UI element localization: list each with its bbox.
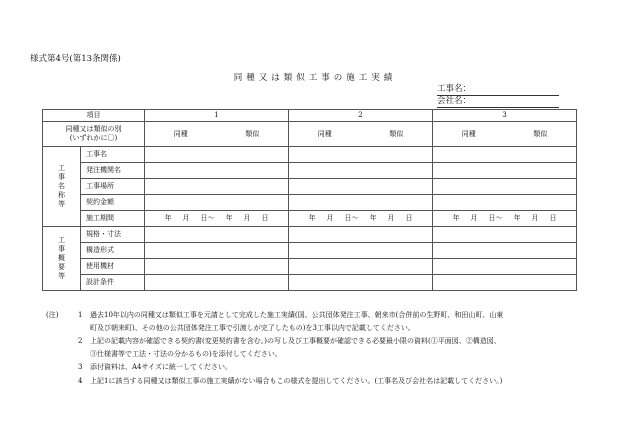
equipment-row bbox=[43, 259, 577, 275]
input-cell[interactable] bbox=[289, 195, 433, 211]
input-cell[interactable] bbox=[433, 147, 577, 163]
type-cell-3[interactable] bbox=[433, 122, 577, 147]
spec-size-row bbox=[43, 227, 577, 243]
note-line: 添付資料は、A4サイズに統一してください。 bbox=[90, 363, 232, 371]
column-header-3: 3 bbox=[433, 110, 577, 122]
project-name-row bbox=[43, 147, 577, 163]
column-header-1: 1 bbox=[145, 110, 289, 122]
type-label: 同種又は類似の別 bbox=[65, 125, 122, 133]
company-name-field[interactable] bbox=[437, 96, 559, 108]
location-row bbox=[43, 179, 577, 195]
item-header: 項目 bbox=[43, 110, 145, 122]
group-project-info bbox=[43, 147, 81, 227]
company-name-label: 会社名： bbox=[437, 96, 472, 106]
input-cell[interactable] bbox=[289, 163, 433, 179]
similar-type-option[interactable]: 類似 bbox=[245, 130, 260, 138]
note-number: 1 bbox=[78, 311, 83, 319]
column-header-2: 2 bbox=[289, 110, 433, 122]
header-row bbox=[43, 110, 577, 122]
design-conditions-row bbox=[43, 275, 577, 291]
row-label-location: 工事場所 bbox=[81, 179, 145, 195]
input-cell[interactable] bbox=[433, 227, 577, 243]
input-cell[interactable] bbox=[433, 179, 577, 195]
type-cell-1[interactable] bbox=[145, 122, 289, 147]
structure-type-row bbox=[43, 243, 577, 259]
period-text: 年 月 日～ 年 月 日 bbox=[308, 214, 413, 222]
note-line: 過去10年以内の同種又は類似工事を元請として完成した施工実績(国、公共団体発注工事、朝来市(合併前の生野町、和田山町、山東 bbox=[90, 311, 504, 319]
same-type-option[interactable]: 同種 bbox=[173, 130, 188, 138]
input-cell[interactable] bbox=[289, 275, 433, 291]
group-project-info-label: 工事名称等 bbox=[58, 164, 65, 208]
same-type-option[interactable]: 同種 bbox=[317, 130, 332, 138]
input-cell[interactable] bbox=[145, 179, 289, 195]
row-label-design-conditions: 設計条件 bbox=[81, 275, 145, 291]
row-label-spec-size: 規格・寸法 bbox=[81, 227, 145, 243]
type-label-note: (いずれかに〇) bbox=[69, 134, 118, 142]
note-number: 4 bbox=[78, 377, 83, 385]
project-name-field[interactable] bbox=[437, 84, 559, 96]
input-cell[interactable] bbox=[433, 259, 577, 275]
period-cell-1[interactable] bbox=[145, 211, 289, 227]
document-title: 同種又は類似工事の施工実績 bbox=[233, 73, 397, 83]
input-cell[interactable] bbox=[289, 259, 433, 275]
row-label-project-name: 工事名 bbox=[81, 147, 145, 163]
input-cell[interactable] bbox=[145, 163, 289, 179]
input-cell[interactable] bbox=[433, 243, 577, 259]
row-label-period: 施工期間 bbox=[81, 211, 145, 227]
note-line: 町及び朝来町)、その他の公共団体発注工事で引渡しが完了したもの)を3工事以内で記載してください。 bbox=[90, 324, 415, 332]
input-cell[interactable] bbox=[433, 163, 577, 179]
row-label-contract-amount: 契約金額 bbox=[81, 195, 145, 211]
type-label-cell bbox=[43, 122, 145, 147]
similar-type-option[interactable]: 類似 bbox=[533, 130, 548, 138]
project-name-label: 工事名： bbox=[437, 84, 472, 94]
row-label-ordering-agency: 発注機関名 bbox=[81, 163, 145, 179]
ordering-agency-row bbox=[43, 163, 577, 179]
input-cell[interactable] bbox=[145, 147, 289, 163]
input-cell[interactable] bbox=[145, 195, 289, 211]
note-line: 上記の記載内容が確認できる契約書(変更契約書を含む。)の写し及び工事概要が確認できる必要最小限の資料(①平面図、②構造図、 bbox=[90, 337, 501, 345]
note-line: ③仕様書等で工法・寸法の分かるもの)を添付してください。 bbox=[90, 350, 282, 358]
input-cell[interactable] bbox=[145, 275, 289, 291]
input-cell[interactable] bbox=[289, 243, 433, 259]
same-type-option[interactable]: 同種 bbox=[461, 130, 476, 138]
notes-label: (注) bbox=[46, 311, 59, 319]
row-label-equipment: 使用機材 bbox=[81, 259, 145, 275]
similar-type-option[interactable]: 類似 bbox=[389, 130, 404, 138]
group-project-overview bbox=[43, 227, 81, 291]
group-project-overview-label: 工事概要等 bbox=[58, 236, 65, 280]
input-cell[interactable] bbox=[145, 227, 289, 243]
period-text: 年 月 日～ 年 月 日 bbox=[164, 214, 269, 222]
input-cell[interactable] bbox=[289, 147, 433, 163]
input-cell[interactable] bbox=[289, 179, 433, 195]
input-cell[interactable] bbox=[433, 195, 577, 211]
input-cell[interactable] bbox=[433, 275, 577, 291]
form-number: 様式第4号(第13条関係) bbox=[30, 54, 121, 64]
period-cell-3[interactable] bbox=[433, 211, 577, 227]
note-number: 2 bbox=[78, 337, 83, 345]
input-cell[interactable] bbox=[145, 243, 289, 259]
type-cell-2[interactable] bbox=[289, 122, 433, 147]
type-row bbox=[43, 122, 577, 147]
input-cell[interactable] bbox=[145, 259, 289, 275]
contract-amount-row bbox=[43, 195, 577, 211]
note-line: 上記1に該当する同種又は類似工事の施工実績がない場合もこの様式を提出してください。(工事名及び会社名は記載してください。) bbox=[90, 377, 503, 385]
period-row bbox=[43, 211, 577, 227]
row-label-structure-type: 構造形式 bbox=[81, 243, 145, 259]
period-text: 年 月 日～ 年 月 日 bbox=[452, 214, 557, 222]
input-cell[interactable] bbox=[289, 227, 433, 243]
note-number: 3 bbox=[78, 363, 83, 371]
period-cell-2[interactable] bbox=[289, 211, 433, 227]
performance-table bbox=[42, 109, 577, 291]
